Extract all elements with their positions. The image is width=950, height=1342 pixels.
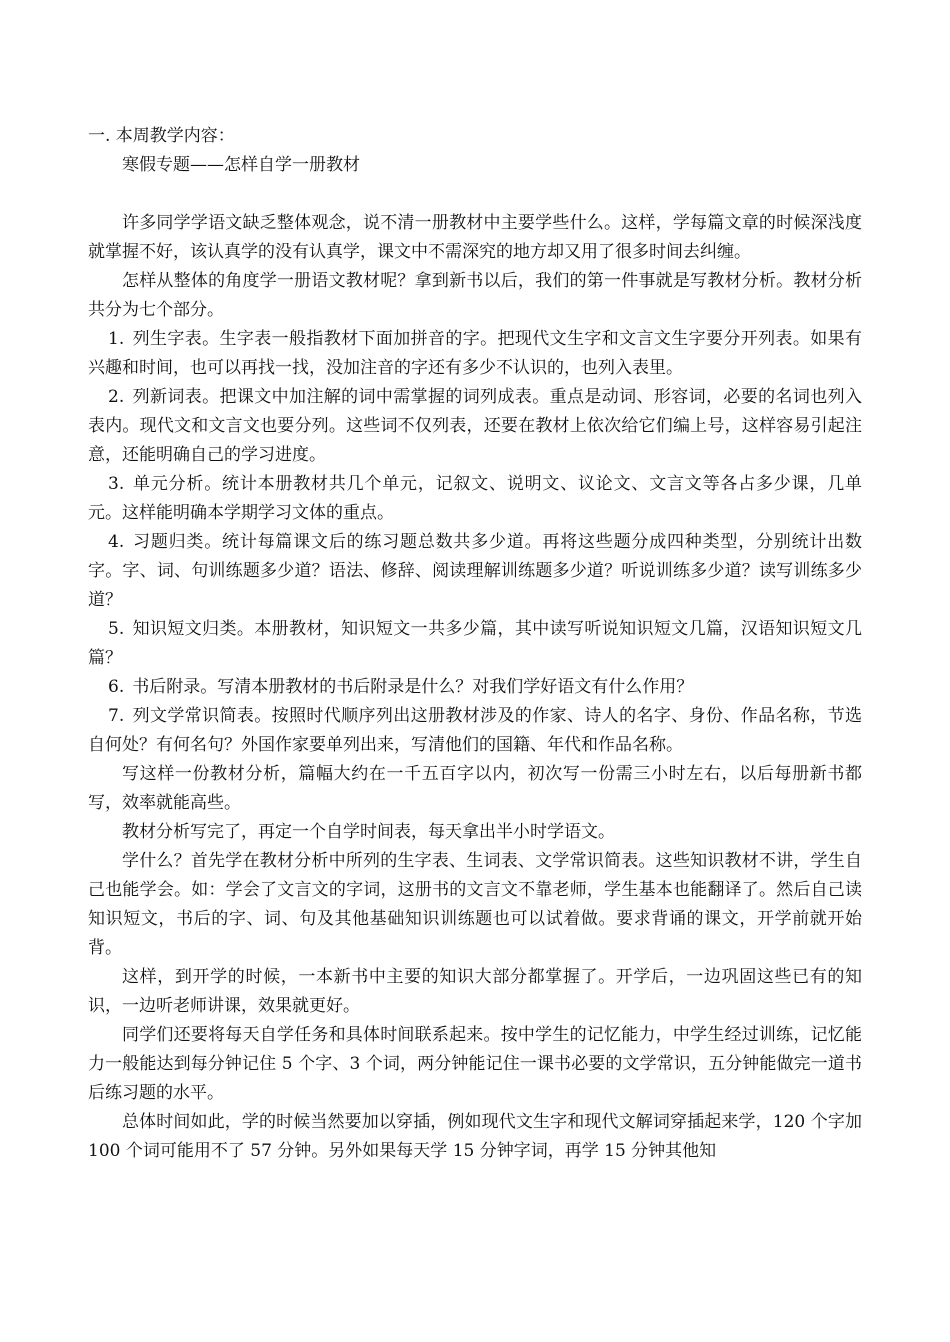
list-item-number: 6. (108, 677, 125, 697)
list-item-text: 列新词表。把课文中加注解的词中需掌握的词列成表。重点是动词、形容词，必要的名词也列入表内。现代文和文言文也要分列。这些词不仅列表，还要在教材上依次给它们编上号，这样容易引起注意，还能明确自己的学习进度。 (88, 387, 862, 465)
paragraph: 总体时间如此，学的时候当然要加以穿插，例如现代文生字和现代文解词穿插起来学，120 个字加 100 个词可能用不了 57 分钟。另外如果每天学 15 分钟字词，再学 15 分钟其他知 (88, 1112, 862, 1161)
list-item (88, 702, 862, 760)
list-item (88, 470, 862, 528)
paragraph: 学什么？首先学在教材分析中所列的生字表、生词表、文学常识简表。这些知识教材不讲，学生自己也能学会。如：学会了文言文的字词，这册书的文言文不靠老师，学生基本也能翻译了。然后自己读知识短文，书后的字、词、句及其他基础知识训练题也可以试着做。要求背诵的课文，开学前就开始背。 (88, 851, 862, 958)
paragraph: 这样，到开学的时候，一本新书中主要的知识大部分都掌握了。开学后，一边巩固这些已有的知识，一边听老师讲课，效果就更好。 (88, 967, 862, 1016)
paragraph: 怎样从整体的角度学一册语文教材呢？拿到新书以后，我们的第一件事就是写教材分析。教材分析共分为七个部分。 (88, 271, 862, 320)
list-item-number: 5. (108, 619, 125, 639)
paragraph: 教材分析写完了，再定一个自学时间表，每天拿出半小时学语文。 (122, 822, 615, 842)
list-item (88, 615, 862, 673)
section-heading: 一. 本周教学内容： (88, 126, 235, 146)
list-item (88, 325, 862, 383)
list-item-text: 单元分析。统计本册教材共几个单元，记叙文、说明文、议论文、文言文等各占多少课，几单元。这样能明确本学期学习文体的重点。 (88, 474, 862, 523)
list-item-number: 1. (108, 329, 125, 349)
list-item-text: 列文学常识简表。按照时代顺序列出这册教材涉及的作家、诗人的名字、身份、作品名称，节选自何处？有何名句？外国作家要单列出来，写清他们的国籍、年代和作品名称。 (88, 706, 862, 755)
list-item-number: 7. (108, 706, 125, 726)
list-item (88, 528, 862, 615)
list-item-number: 4. (108, 532, 125, 552)
list-item-text: 习题归类。统计每篇课文后的练习题总数共多少道。再将这些题分成四种类型，分别统计出数字。字、词、句训练题多少道？语法、修辞、阅读理解训练题多少道？听说训练多少道？读写训练多少道？ (88, 532, 862, 610)
list-item-text: 列生字表。生字表一般指教材下面加拼音的字。把现代文生字和文言文生字要分开列表。如果有兴趣和时间，也可以再找一找，没加注音的字还有多少不认识的，也列入表里。 (88, 329, 862, 378)
list-item (88, 383, 862, 470)
topic-title: 寒假专题——怎样自学一册教材 (122, 155, 360, 175)
blank-line (88, 180, 862, 209)
paragraph: 写这样一份教材分析，篇幅大约在一千五百字以内，初次写一份需三小时左右，以后每册新书都写，效率就能高些。 (88, 764, 862, 813)
list-item-number: 2. (108, 387, 125, 407)
list-item-text: 知识短文归类。本册教材，知识短文一共多少篇，其中读写听说知识短文几篇，汉语知识短文几篇？ (88, 619, 862, 668)
list-item-number: 3. (108, 474, 125, 494)
list-item (88, 673, 862, 702)
paragraph: 同学们还要将每天自学任务和具体时间联系起来。按中学生的记忆能力，中学生经过训练，记忆能力一般能达到每分钟记住 5 个字、3 个词，两分钟能记住一课书必要的文学常识，五分钟能做完一道书后练习题的水平。 (88, 1025, 862, 1103)
document-page (88, 122, 862, 1166)
paragraph: 许多同学学语文缺乏整体观念，说不清一册教材中主要学些什么。这样，学每篇文章的时候深浅度就掌握不好，该认真学的没有认真学，课文中不需深究的地方却又用了很多时间去纠缠。 (88, 213, 862, 262)
list-item-text: 书后附录。写清本册教材的书后附录是什么？对我们学好语文有什么作用？ (132, 677, 694, 697)
